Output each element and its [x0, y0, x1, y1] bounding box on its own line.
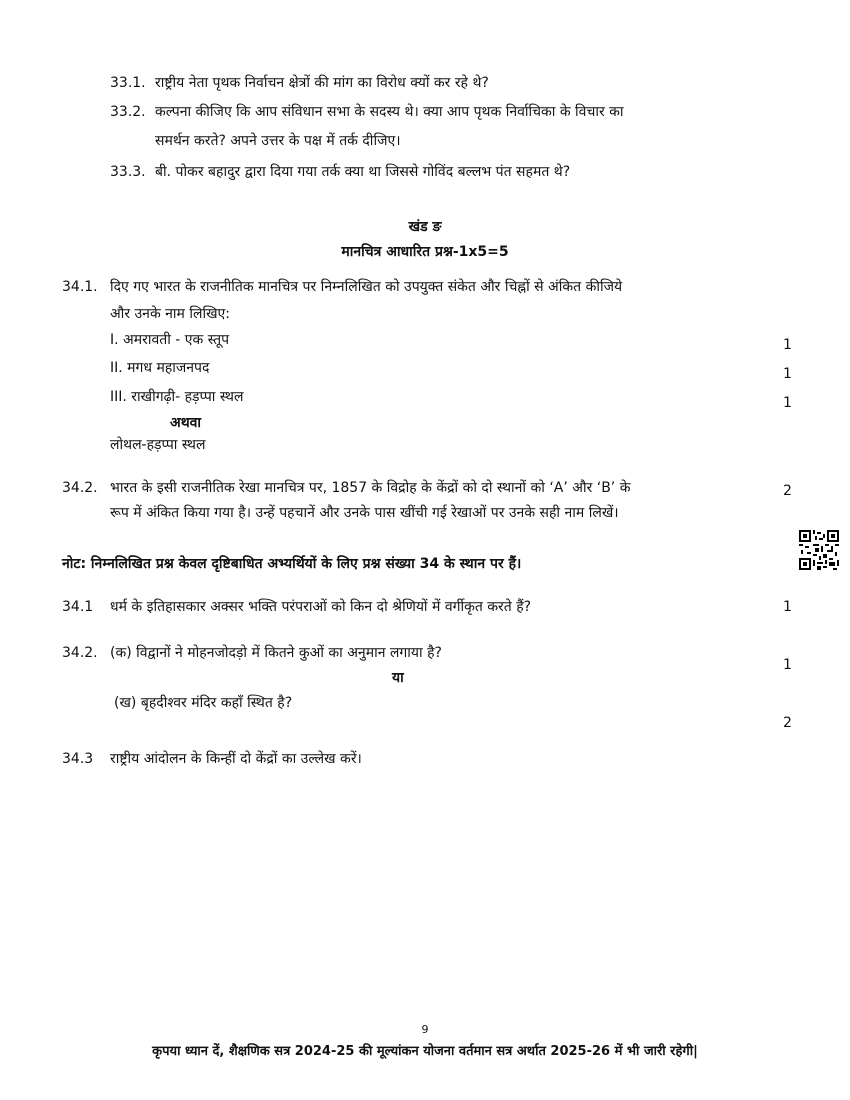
vi-q3-number: 34.3 — [62, 751, 94, 767]
q33-3-number: 33.3. — [110, 164, 146, 180]
q34-1-number: 34.1. — [62, 279, 98, 295]
q33-3-text: बी. पोकर बहादुर द्वारा दिया गया तर्क क्या था जिससे गोविंद बल्लभ पंत सहमत थे? — [155, 164, 571, 180]
q34-1-item-1-marks: 1 — [783, 337, 792, 353]
vi-q1-number: 34.1 — [62, 599, 94, 615]
q33-1-number: 33.1. — [110, 75, 146, 91]
vi-q2-or: या — [392, 670, 404, 686]
footer-notice: कृपया ध्यान दें, शैक्षणिक सत्र 2024-25 की मूल्यांकन योजना वर्तमान सत्र अर्थात 2025-26 में भी जारी रहेगी| — [152, 1044, 698, 1059]
q33-1-text: राष्ट्रीय नेता पृथक निर्वाचन क्षेत्रों की मांग का विरोध क्यों कर रहे थे? — [155, 75, 489, 91]
vi-q2-part-a: (क) विद्वानों ने मोहनजोदड़ो में कितने कुओं का अनुमान लगाया है? — [110, 645, 442, 661]
section-title: खंड ङ — [408, 219, 442, 235]
q33-2-text-line2: समर्थन करते? अपने उत्तर के पक्ष में तर्क दीजिए। — [155, 133, 401, 149]
vi-q2-marks-a: 1 — [783, 657, 792, 673]
q34-1-item-3: III. राखीगढ़ी- हड़प्पा स्थल — [110, 389, 244, 405]
vi-q2-part-b: (ख) बृहदीश्वर मंदिर कहाँ स्थित है? — [114, 695, 293, 711]
vi-q1-marks: 1 — [783, 599, 792, 615]
vi-note: नोट: निम्नलिखित प्रश्न केवल दृष्टिबाधित अभ्यर्थियों के लिए प्रश्न संख्या 34 के स्थान पर हैं। — [62, 556, 522, 572]
vi-q2-marks-b: 2 — [783, 715, 792, 731]
q34-1-text-line2: और उनके नाम लिखिए: — [110, 306, 231, 322]
q34-2-text-line1: भारत के इसी राजनीतिक रेखा मानचित्र पर, 1857 के विद्रोह के केंद्रों को दो स्थानों को ‘A’ और ‘B’ के — [110, 480, 631, 496]
q34-1-item-1: I. अमरावती - एक स्तूप — [110, 332, 230, 348]
q33-2-text-line1: कल्पना कीजिए कि आप संविधान सभा के सदस्य थे। क्या आप पृथक निर्वाचिका के विचार का — [155, 104, 624, 120]
q34-2-number: 34.2. — [62, 480, 98, 496]
section-subtitle: मानचित्र आधारित प्रश्न-1x5=5 — [341, 244, 509, 260]
q33-2-number: 33.2. — [110, 104, 146, 120]
q34-2-text-line2: रूप में अंकित किया गया है। उन्हें पहचानें और उनके पास खींची गई रेखाओं पर उनके सही नाम लिखें। — [110, 505, 619, 521]
vi-q1-text: धर्म के इतिहासकार अक्सर भक्ति परंपराओं को किन दो श्रेणियों में वर्गीकृत करते हैं? — [110, 599, 532, 615]
q34-2-marks: 2 — [783, 483, 792, 499]
q34-1-item-3-marks: 1 — [783, 395, 792, 411]
q34-1-or-item: लोथल-हड़प्पा स्थल — [110, 437, 206, 453]
q34-1-item-2: II. मगध महाजनपद — [110, 360, 210, 376]
vi-q2-number: 34.2. — [62, 645, 98, 661]
vi-q3-text: राष्ट्रीय आंदोलन के किन्हीं दो केंद्रों का उल्लेख करें। — [110, 751, 362, 767]
q34-1-text-line1: दिए गए भारत के राजनीतिक मानचित्र पर निम्नलिखित को उपयुक्त संकेत और चिह्नों से अंकित कीजिये — [110, 279, 623, 295]
qr-code-icon[interactable] — [799, 530, 839, 570]
q34-1-item-2-marks: 1 — [783, 366, 792, 382]
q34-1-or-label: अथवा — [170, 415, 202, 431]
page-number: 9 — [421, 1023, 429, 1036]
